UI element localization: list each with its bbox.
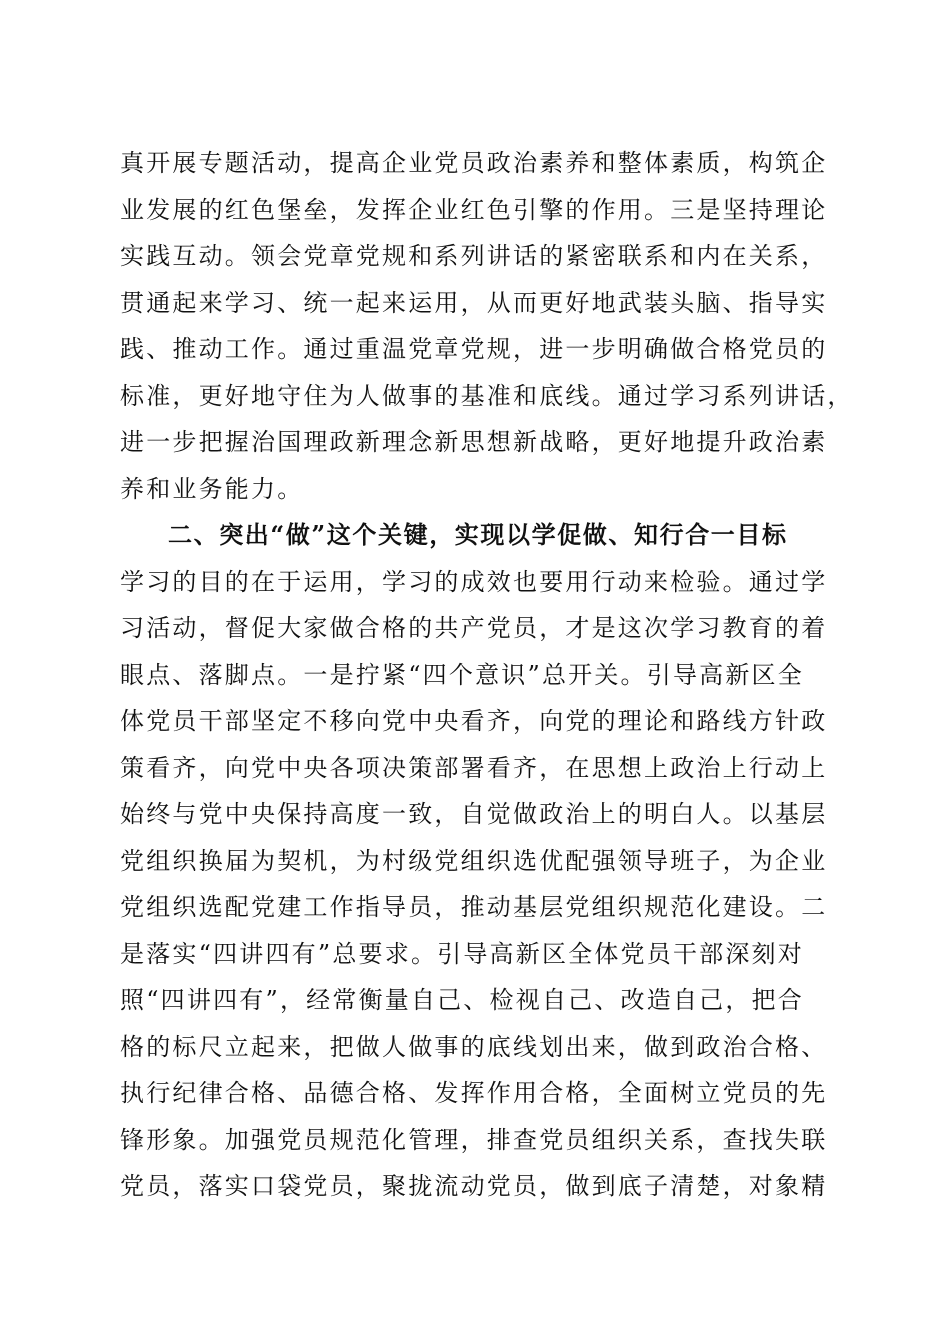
text-line: 照“四讲四有”，经常衡量自己、检视自己、改造自己，把合 bbox=[120, 986, 804, 1014]
section-heading: 二、突出“做”这个关键，实现以学促做、知行合一目标 bbox=[168, 520, 788, 549]
text-line: 是落实“四讲四有”总要求。引导高新区全体党员干部深刻对 bbox=[120, 939, 804, 968]
text-line: 真开展专题活动，提高企业党员政治素养和整体素质，构筑企 bbox=[120, 149, 828, 177]
text-line: 策看齐，向党中央各项决策部署看齐，在思想上政治上行动上 bbox=[120, 753, 828, 782]
text-line: 践、推动工作。通过重温党章党规，进一步明确做合格党员的 bbox=[120, 335, 828, 363]
text-line: 进一步把握治国理政新理念新思想新战略，更好地提升政治素 bbox=[120, 428, 828, 456]
text-line: 锋形象。加强党员规范化管理，排查党员组织关系，查找失联 bbox=[120, 1125, 828, 1154]
text-line: 党员，落实口袋党员，聚拢流动党员，做到底子清楚，对象精 bbox=[120, 1172, 828, 1200]
document-body bbox=[120, 140, 854, 1210]
text-line: 标准，更好地守住为人做事的基准和底线。通过学习系列讲话， bbox=[120, 381, 854, 410]
text-line: 格的标尺立起来，把做人做事的底线划出来，做到政治合格、 bbox=[120, 1032, 828, 1061]
text-line: 始终与党中央保持高度一致，自觉做政治上的明白人。以基层 bbox=[120, 800, 828, 828]
text-line: 贯通起来学习、统一起来运用，从而更好地武装头脑、指导实 bbox=[120, 288, 828, 317]
text-line: 业发展的红色堡垒，发挥企业红色引擎的作用。三是坚持理论 bbox=[120, 195, 828, 224]
text-line: 学习的目的在于运用，学习的成效也要用行动来检验。通过学 bbox=[120, 567, 828, 596]
text-line: 党组织换届为契机，为村级党组织选优配强领导班子，为企业 bbox=[120, 846, 828, 875]
text-line: 执行纪律合格、品德合格、发挥作用合格，全面树立党员的先 bbox=[120, 1079, 828, 1107]
text-line: 实践互动。领会党章党规和系列讲话的紧密联系和内在关系， bbox=[120, 242, 828, 270]
text-line: 党组织选配党建工作指导员，推动基层党组织规范化建设。二 bbox=[120, 893, 828, 921]
text-line: 眼点、落脚点。一是拧紧“四个意识”总开关。引导高新区全 bbox=[120, 660, 804, 689]
text-line: 养和业务能力。 bbox=[120, 474, 304, 503]
text-line: 体党员干部坚定不移向党中央看齐，向党的理论和路线方针政 bbox=[120, 707, 828, 735]
text-line: 习活动，督促大家做合格的共产党员，才是这次学习教育的着 bbox=[120, 614, 828, 642]
